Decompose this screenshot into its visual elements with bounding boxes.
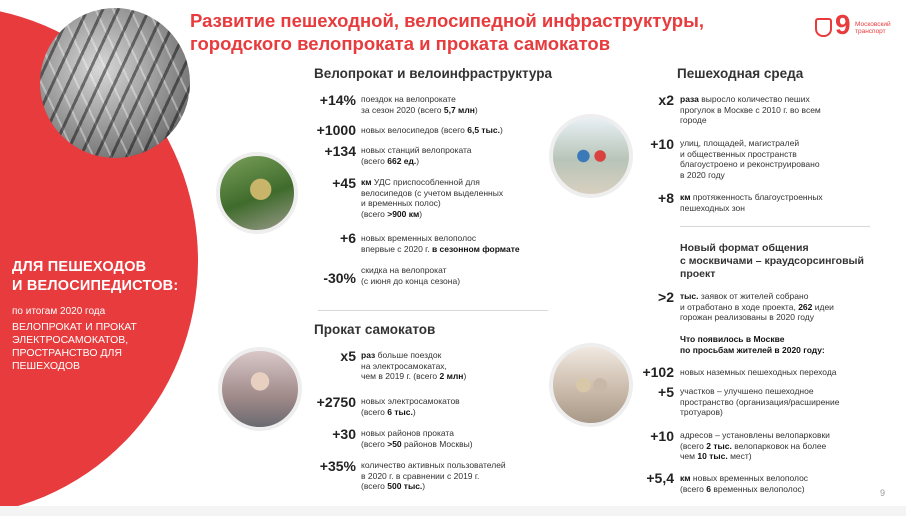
pedestrian-stat-3-text: км протяженность благоустроенных пешеходных зон xyxy=(680,192,823,213)
bike-stat-1-num: +14% xyxy=(319,92,356,108)
crowdsourcing-title: Новый формат общения с москвичами – краудсорсинговый проект xyxy=(680,242,864,280)
requests-stat-4-text: км новых временных велополос (всего 6 временных велополос) xyxy=(680,473,809,494)
moscow-emblem-icon xyxy=(815,18,832,37)
bike-stat-5-num: +6 xyxy=(340,230,356,246)
bottom-band xyxy=(0,506,906,516)
scooter-stat-3-num: +30 xyxy=(332,426,356,442)
bike-section-title: Велопрокат и велоинфраструктура xyxy=(314,66,553,81)
left-panel-subtitle: по итогам 2020 года xyxy=(12,306,106,317)
cyclist-photo xyxy=(216,152,298,234)
scooter-stat-3-text: новых районов проката (всего >50 районов Москвы) xyxy=(361,428,473,449)
bike-rental-photo xyxy=(40,8,190,158)
moscow-transport-logo xyxy=(815,9,901,42)
bike-stat-2-num: +1000 xyxy=(316,122,356,138)
logo-text: Московский транспорт xyxy=(855,21,891,35)
bike-stat-6-num: -30% xyxy=(323,270,356,286)
pedestrian-stat-1-num: x2 xyxy=(658,92,674,108)
left-panel-text xyxy=(12,258,197,373)
pedestrians-photo xyxy=(549,114,633,198)
logo-mark: 9 xyxy=(835,9,851,40)
requests-stat-3-text: адресов – установлены велопарковки (всего 2 тыс. велопарковок на более чем 10 тыс. мест) xyxy=(680,430,830,461)
requests-stat-1-text: новых наземных пешеходных перехода xyxy=(680,367,837,377)
requests-stat-2-text: участков – улучшено пешеходное пространство (организация/расширение тротуаров) xyxy=(680,386,840,417)
crowdsourcing-stat-num: >2 xyxy=(658,289,674,305)
bike-stat-5-text: новых временных велополос впервые с 2020 г. в сезонном формате xyxy=(361,233,520,254)
bike-stat-3-num: +134 xyxy=(324,143,356,159)
bike-stat-6-text: скидка на велопрокат (с июня до конца сезона) xyxy=(361,265,461,286)
pedestrian-stat-2-text: улиц, площадей, магистралей и общественных пространств благоустроено и реконструировано в 2020 году xyxy=(680,138,820,180)
requests-subtitle: Что появилось в Москве по просьбам жителей в 2020 году: xyxy=(680,334,825,355)
bike-stat-1-text: поездок на велопрокате за сезон 2020 (всего 5,7 млн) xyxy=(361,94,478,115)
scooter-stat-4-text: количество активных пользователей в 2020 г. в сравнении с 2019 г. (всего 500 тыс.) xyxy=(361,460,506,491)
bike-stat-4-text: км УДС приспособленной для велосипедов (с учетом выделенных и временных полос) (всего >900 км) xyxy=(361,177,504,219)
scooter-section-title: Прокат самокатов xyxy=(314,322,436,337)
page-title: Развитие пешеходной, велосипедной инфраструктуры, городского велопроката и проката самокатов xyxy=(190,10,705,54)
pedestrian-stat-1-text: раза выросло количество пеших прогулок в Москве с 2010 г. во всем городе xyxy=(680,94,821,125)
scooter-stat-1-text: раз больше поездок на электросамокатах, чем в 2019 г. (всего 2 млн) xyxy=(361,350,467,381)
requests-stat-2-num: +5 xyxy=(658,384,674,400)
pedestrian-stat-3-num: +8 xyxy=(658,190,674,206)
section-divider xyxy=(680,226,870,227)
requests-stat-1-num: +102 xyxy=(642,364,674,380)
scooter-stat-1-num: x5 xyxy=(340,348,356,364)
bike-stat-4-num: +45 xyxy=(332,175,356,191)
scooter-stat-4-num: +35% xyxy=(319,458,356,474)
scooter-stat-2-text: новых электросамокатов (всего 6 тыс.) xyxy=(361,396,460,417)
requests-stat-3-num: +10 xyxy=(650,428,674,444)
section-divider xyxy=(318,310,548,311)
bike-stat-2-text: новых велосипедов (всего 6,5 тыс.) xyxy=(361,125,503,135)
requests-stat-4-num: +5,4 xyxy=(646,470,674,486)
page-number: 9 xyxy=(880,488,886,498)
pedestrians-street-photo xyxy=(549,343,633,427)
left-panel-title: ДЛЯ ПЕШЕХОДОВ И ВЕЛОСИПЕДИСТОВ: xyxy=(12,259,179,294)
pedestrian-section-title: Пешеходная среда xyxy=(677,66,804,81)
crowdsourcing-stat-text: тыс. заявок от жителей собрано и отработано в ходе проекта, 262 идеи горожан реализованы в 2020 году xyxy=(680,291,834,322)
bike-stat-3-text: новых станций велопроката (всего 662 ед.) xyxy=(361,145,472,166)
pedestrian-stat-2-num: +10 xyxy=(650,136,674,152)
left-panel-list: ВЕЛОПРОКАТ И ПРОКАТ ЭЛЕКТРОСАМОКАТОВ, ПРОСТРАНСТВО ДЛЯ ПЕШЕХОДОВ xyxy=(12,321,137,372)
scooter-stat-2-num: +2750 xyxy=(316,394,356,410)
